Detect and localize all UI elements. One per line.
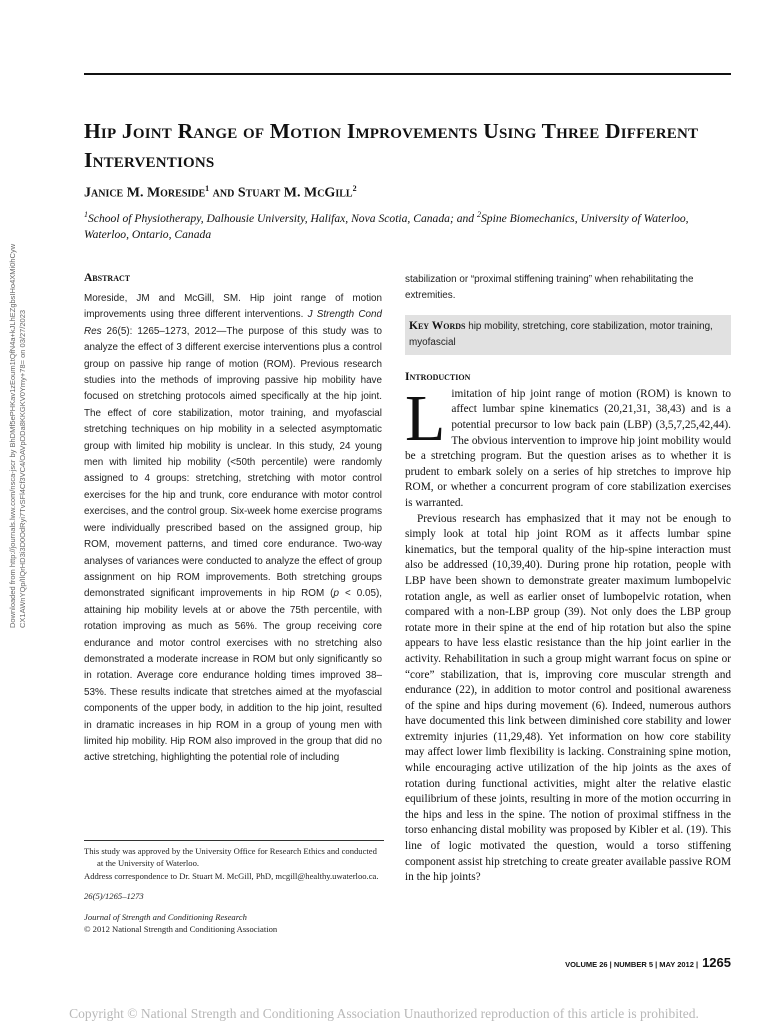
download-watermark: Downloaded from http://journals.lww.com/nsca-jscr by BhDMf5ePHKav1zEoum1tQfN4a+kJLhEZgbsIHo4XMi0hCyw CX1AWnYQp/IlQrHD3i3D0OdRyi7TvSFl4Cf3VC4/OAVpDDa8KKGKV0Ymy+78= on 03/27/2023 bbox=[8, 243, 27, 628]
drop-cap: L bbox=[405, 381, 446, 455]
footnote-gap bbox=[84, 882, 384, 890]
page-folio bbox=[430, 955, 731, 970]
affil-1-sup: 1 bbox=[84, 210, 88, 219]
footnotes bbox=[84, 845, 384, 935]
author-2-sup: 2 bbox=[352, 184, 357, 193]
footnote-issue: 26(5)/1265–1273 bbox=[84, 891, 144, 902]
abstract-journal-name: J Strength Cond Res bbox=[84, 309, 382, 337]
right-column bbox=[405, 272, 731, 886]
abstract-body bbox=[84, 291, 382, 767]
abstract-text-part-1: The purpose of this study was to analyze the effect of 3 different exercise interventions plus a control group on passive hip range of motion (ROM). Previous research studies into the methods of improving passive hip mobility have focused on stretching protocols aimed specifically at the hip joint. The effect of core stabilization, motor training, and myofascial stretching techniques on hip mobility in a selected asymptomatic group with limited hip mobility is unclear. In this study, 24 young men with limited hip mobility (<50th percentile) were randomly assigned to 4 groups: stretching, stretching with motor control exercises for the hip and trunk, core endurance with motor control exercises, and the control group. Six-week home exercise programs were individually prescribed based on the assigned group, hip ROM, movement patterns, and timed core endurance. Two-way analyses of variances were conducted to analyze the effect of group assignment on hip ROM improvements. Both stretching groups demonstrated significant improvements in hip ROM ( bbox=[84, 325, 383, 600]
footnote-journal: Journal of Strength and Conditioning Research bbox=[84, 911, 247, 922]
keywords-box bbox=[405, 315, 731, 355]
footnote-copyright: © 2012 National Strength and Conditioning Association bbox=[84, 924, 278, 935]
introduction-paragraph-1-text: imitation of hip joint range of motion (ROM) is known to affect lumbar spine kinematics (20,21,31, 38,43) and is a potential precursor to low back pain (LBP) (3,5,7,25,42,44). The obvious intervention to improve hip joint mobility would be a stretching program. But the question arises as to whether it is prudent to embark solely on a series of hip stretches to improve hip ROM, or whether a concurrent program of core stabilization exercises is warranted. bbox=[405, 387, 731, 509]
abstract-citation-lead: Moreside, JM and McGill, SM. Hip joint range of motion improvements using three different interventions. bbox=[84, 293, 382, 321]
affiliations bbox=[84, 207, 734, 243]
left-column bbox=[84, 272, 382, 767]
introduction-paragraph-2: Previous research has emphasized that it may not be enough to simply look at total hip joint ROM as it affects lumbar spine kinematics, but the temporal quality of the hip-spine interaction must also be addressed (10,39,40). During prone hip rotation, people with LBP have been shown to demonstrate greater maximum lumbopelvic rotation angle, as well as earlier onset of lumbopelvic rotation, when compared with a non-LBP group (39). Not only does the LBP group rotate more in their spine at the end of hip rotation but also the spine appears to have less elastic resistance than the hip joint earlier in the activity. Rehabilitation in such a group might warrant focus on spine or “core” stabilization, that is, improving core muscular strength and endurance (22), in addition to motor control and positional awareness of the spine and hips during movement (6). Indeed, numerous authors have documented this link between diminished core stability and lower extremity injuries (11,29,48). Yet information on how core stability may affect lower limb flexibility is lacking. Constraining spine motion, while encouraging active utilization of the hip joints as the axes of rotation during functional activities, might alter the relative elastic equilibrium of these joints, resulting in more of the motion occurring in the hips and less in the spine. The notion of proximal stiffness in the torso enhancing distal mobility was proposed by Kibler et al. (19). This line of logic motivated the question, would a torso stiffening component assist hip stretching to create greater available passive ROM in the hip joints? bbox=[405, 512, 731, 884]
top-rule bbox=[84, 73, 731, 75]
author-2-name: Stuart M. McGill bbox=[237, 185, 353, 201]
copyright-watermark: Copyright © National Strength and Conditioning Association Unauthorized reproduction of this article is prohibited. bbox=[69, 1006, 699, 1021]
keywords-text: hip mobility, stretching, core stabilization, motor training, myofascial bbox=[409, 320, 713, 348]
keywords-heading: Key Words bbox=[409, 319, 466, 332]
author-1-sup: 1 bbox=[205, 184, 210, 193]
page-number: 1265 bbox=[702, 955, 731, 970]
article-title: Hip Joint Range of Motion Improvements Using Three Different Interventions bbox=[84, 119, 699, 172]
abstract-citation-tail: 26(5): 1265–1273, 2012— bbox=[101, 325, 227, 337]
abstract-heading: Abstract bbox=[84, 272, 131, 284]
folio-issue-info: VOLUME 26 | NUMBER 5 | MAY 2012 | bbox=[565, 960, 699, 969]
abstract-p-symbol: p bbox=[333, 588, 339, 600]
footnote-gap-2 bbox=[84, 903, 384, 911]
introduction-heading: Introduction bbox=[405, 370, 471, 383]
affil-2-text: Spine Biomechanics, University of Waterloo, Waterloo, Ontario, Canada bbox=[84, 211, 689, 241]
footnote-rule bbox=[84, 840, 384, 841]
affil-2-sup: 2 bbox=[477, 210, 481, 219]
footnote-approval: This study was approved by the University Office for Research Ethics and conducted at the University of Waterloo. bbox=[84, 846, 377, 869]
abstract-continued: stabilization or “proximal stiffening training” when rehabilitating the extremities. bbox=[405, 274, 694, 302]
author-and: and bbox=[212, 185, 235, 201]
footnote-address: Address correspondence to Dr. Stuart M. McGill, PhD, mcgill@healthy.uwaterloo.ca. bbox=[84, 870, 379, 881]
abstract-text-part-2: < 0.05), attaining hip mobility levels at or above the 75th percentile, with rotation improving as much as 56%. The group receiving core endurance and motor control exercises with no stretching also demonstrated a moderate increase in ROM but only significantly so in rotation. Average core endurance holding times improved 38–53%. These results indicate that stretches aimed at the myofascial components of the upper body, in addition to the hip joint, resulted in dramatic increases in hip ROM in a group of young men with limited hip mobility. Hip ROM also improved in the group that did no active stretching, highlighting the potential role of including bbox=[84, 588, 382, 764]
affil-1-text: School of Physiotherapy, Dalhousie University, Halifax, Nova Scotia, Canada; and bbox=[88, 211, 477, 225]
author-line bbox=[84, 184, 357, 202]
introduction-paragraph-1 bbox=[405, 381, 731, 512]
author-1-name: Janice M. Moreside bbox=[84, 185, 206, 201]
